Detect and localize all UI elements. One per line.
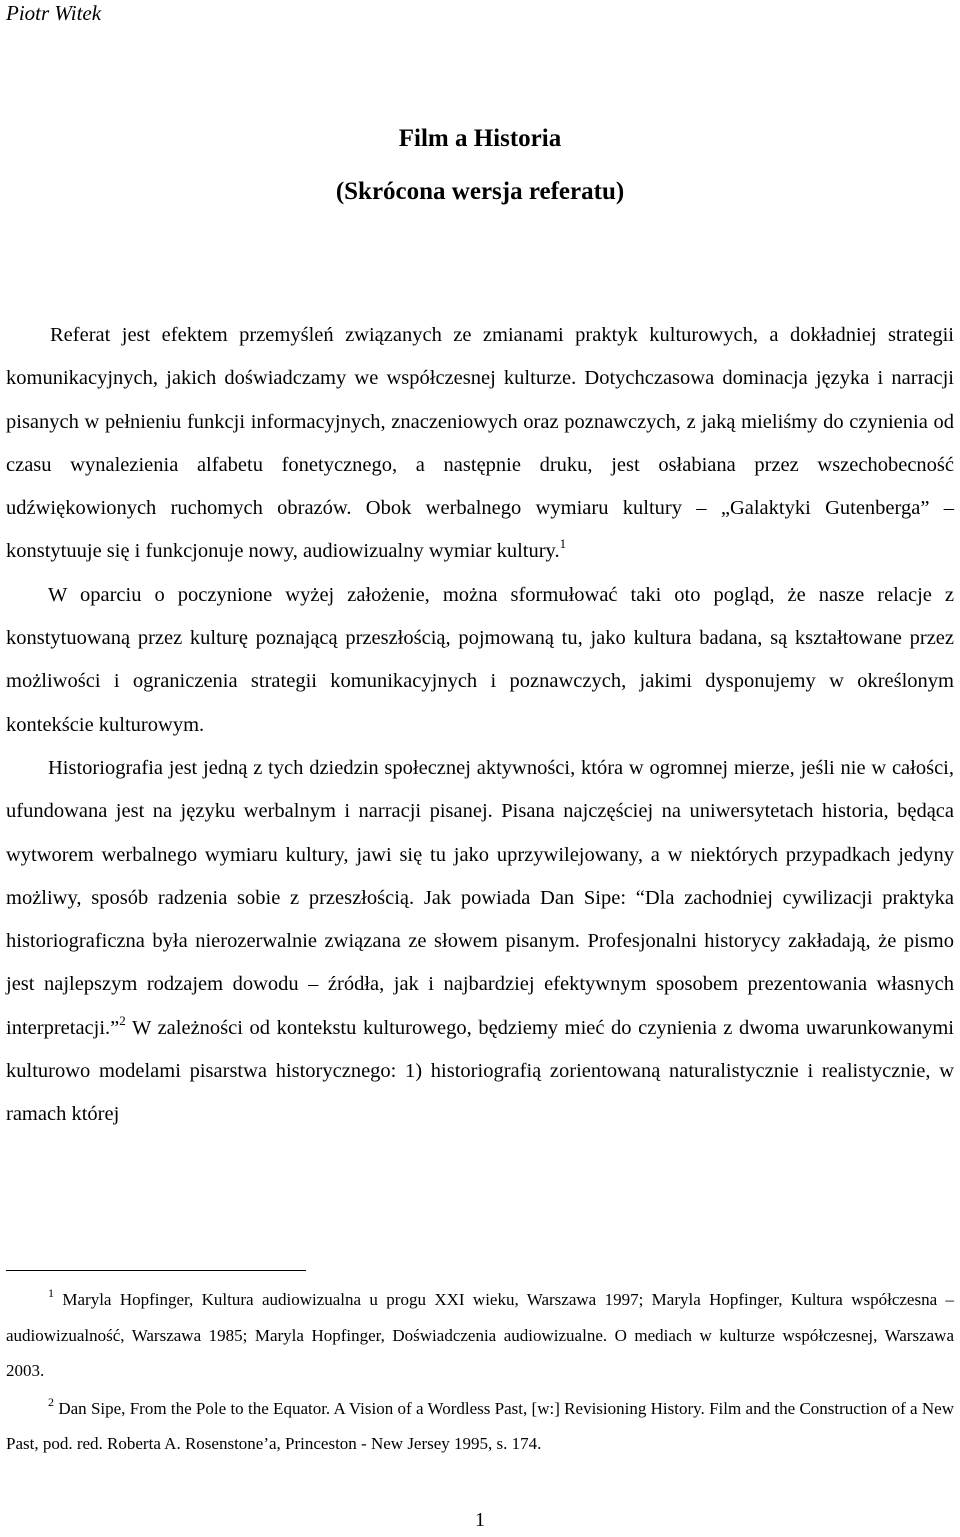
paragraph-2-text: W oparciu o poczynione wyżej założenie, można sformułować taki oto pogląd, że nasze relacje z konstytuowaną przez kulturę poznającą przeszłością, pojmowaną tu, jako kultura badana, są kształtowane przez możliwości i ograniczenia strategii komunikacyjnych i poznawczych, jakimi dysponujemy w określonym kontekście kulturowym. [6, 583, 954, 736]
paragraph-3 [6, 747, 954, 1137]
page-number: 1 [475, 1509, 485, 1531]
footnote-separator [6, 1270, 306, 1271]
footnote-2-number: 2 [48, 1394, 54, 1409]
footnote-2 [6, 1391, 954, 1462]
footnote-1 [6, 1282, 954, 1389]
body-text [6, 314, 954, 1137]
footnote-1-number: 1 [48, 1286, 54, 1300]
paragraph-3-text-b: W zależności od kontekstu kulturowego, będziemy mieć do czynienia z dwoma uwarunkowanymi kulturowo modelami pisarstwa historycznego: 1) historiografią zorientowaną naturalistycznie i realistycznie, w ramach której [6, 1016, 954, 1126]
footnote-1-text: Maryla Hopfinger, Kultura audiowizualna u progu XXI wieku, Warszawa 1997; Maryla Hopfinger, Kultura współczesna – audiowizualność, Warszawa 1985; Maryla Hopfinger, Doświadczenia audiowizualne. O mediach w kulturze współczesnej, Warszawa 2003. [6, 1290, 955, 1380]
document-title: Film a Historia [398, 125, 562, 152]
footnote-ref-2: 2 [119, 1012, 126, 1028]
paragraph-1 [6, 314, 954, 574]
paragraph-3-text-a: Historiografia jest jedną z tych dziedzin społecznej aktywności, która w ogromnej mierze, jeśli nie w całości, ufundowana jest na języku werbalnym i narracji pisanej. Pisana najczęściej na uniwersytetach historia, będąca wytworem werbalnego wymiaru kultury, jawi się tu jako uprzywilejowany, a w niektórych przypadkach jedyny możliwy, sposób radzenia sobie z przeszłością. Jak powiada Dan Sipe: “Dla zachodniej cywilizacji praktyka historiograficzna była nierozerwalnie związana ze słowem pisanym. Profesjonalni historycy zakładają, że pismo jest najlepszym rodzajem dowodu – źródła, jak i najbardziej efektywnym sposobem prezentowania własnych interpretacji.” [6, 756, 954, 1039]
paragraph-2 [6, 574, 954, 747]
paragraph-1-text: Referat jest efektem przemyśleń związanych ze zmianami praktyk kulturowych, a dokładniej strategii komunikacyjnych, jakich doświadczamy we współczesnej kulturze. Dotychczasowa dominacja języka i narracji pisanych w pełnieniu funkcji informacyjnych, znaczeniowych oraz poznawczych, z jaką mieliśmy do czynienia od czasu wynalezienia alfabetu fonetycznego, a następnie druku, jest osłabiana przez wszechobecność udźwiękowionych ruchomych obrazów. Obok werbalnego wymiaru kultury – „Galaktyki Gutenberga” – konstytuuje się i funkcjonuje nowy, audiowizualny wymiar kultury. [6, 324, 954, 563]
author-name: Piotr Witek [6, 1, 102, 25]
footnote-ref-1: 1 [559, 536, 567, 552]
footnote-2-text: Dan Sipe, From the Pole to the Equator. A Vision of a Wordless Past, [w:] Revisioning History. Film and the Construction of a New Past, pod. red. Roberta A. Rosenstone’a, Princeston - New Jersey 1995, s. 174. [6, 1398, 955, 1453]
title-block [0, 126, 960, 205]
document-subtitle: (Skrócona wersja referatu) [335, 178, 625, 205]
footnotes [6, 1282, 954, 1462]
